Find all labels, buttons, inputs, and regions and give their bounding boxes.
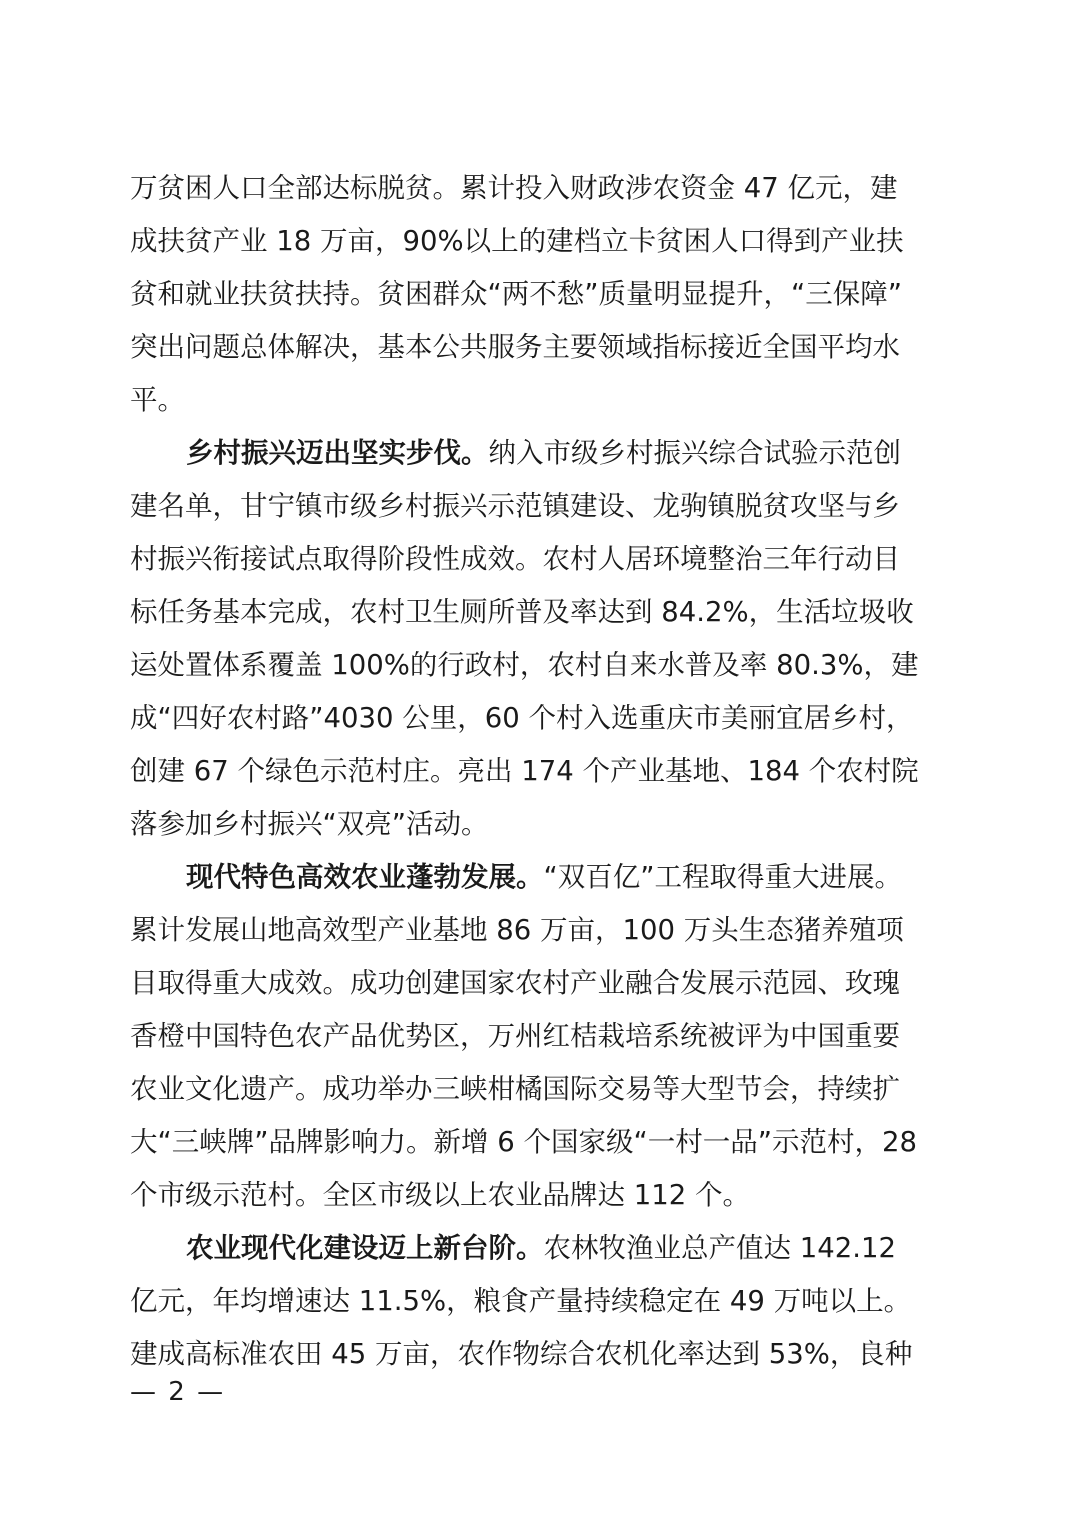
text-line: 亿元，年均增速达 11.5%，粮食产量持续稳定在 49 万吨以上。 xyxy=(130,1285,912,1317)
paragraph-heading: 现代特色高效农业蓬勃发展。 xyxy=(186,861,544,893)
text-line: 建名单，甘宁镇市级乡村振兴示范镇建设、龙驹镇脱贫攻坚与乡 xyxy=(130,490,900,522)
text-line: 香橙中国特色农产品优势区，万州红桔栽培系统被评为中国重要 xyxy=(130,1020,900,1052)
text-line: 贫和就业扶贫扶持。贫困群众“两不愁”质量明显提升，“三保障” xyxy=(130,278,902,310)
paragraph-rural-revitalization xyxy=(130,427,944,851)
text-line: 运处置体系覆盖 100%的行政村，农村自来水普及率 80.3%，建 xyxy=(130,649,919,681)
text-line: 标任务基本完成，农村卫生厕所普及率达到 84.2%，生活垃圾收 xyxy=(130,596,914,628)
text-line: 成“四好农村路”4030 公里，60 个村入选重庆市美丽宜居乡村， xyxy=(130,702,914,734)
page-number: — 2 — xyxy=(130,1377,226,1407)
paragraph-first-line xyxy=(130,851,944,904)
paragraph-poverty-alleviation xyxy=(130,162,944,427)
text-line: 建成高标准农田 45 万亩，农作物综合农机化率达到 53%，良种 xyxy=(130,1338,913,1370)
text-line: 创建 67 个绿色示范村庄。亮出 174 个产业基地、184 个农村院 xyxy=(130,755,919,787)
text-line: 大“三峡牌”品牌影响力。新增 6 个国家级“一村一品”示范村，28 xyxy=(130,1126,917,1158)
paragraph-heading: 农业现代化建设迈上新台阶。 xyxy=(186,1232,544,1264)
text-run: 纳入市级乡村振兴综合试验示范创 xyxy=(488,437,901,469)
text-line: 平。 xyxy=(130,384,185,416)
paragraph-heading: 乡村振兴迈出坚实步伐。 xyxy=(186,437,489,469)
text-line: 成扶贫产业 18 万亩，90%以上的建档立卡贫困人口得到产业扶 xyxy=(130,225,904,257)
paragraph-modern-agriculture xyxy=(130,851,944,1222)
paragraph-agricultural-modernization xyxy=(130,1222,944,1381)
text-line: 村振兴衔接试点取得阶段性成效。农村人居环境整治三年行动目 xyxy=(130,543,900,575)
text-line: 万贫困人口全部达标脱贫。累计投入财政涉农资金 47 亿元，建 xyxy=(130,172,898,204)
text-run: “双百亿”工程取得重大进展。 xyxy=(543,861,902,893)
paragraph-first-line xyxy=(130,427,944,480)
paragraph-first-line xyxy=(130,1222,944,1275)
text-line: 累计发展山地高效型产业基地 86 万亩，100 万头生态猪养殖项 xyxy=(130,914,904,946)
text-line: 突出问题总体解决，基本公共服务主要领域指标接近全国平均水 xyxy=(130,331,900,363)
text-line: 目取得重大成效。成功创建国家农村产业融合发展示范园、玫瑰 xyxy=(130,967,900,999)
text-line: 农业文化遗产。成功举办三峡柑橘国际交易等大型节会，持续扩 xyxy=(130,1073,900,1105)
text-line: 个市级示范村。全区市级以上农业品牌达 112 个。 xyxy=(130,1179,750,1211)
text-run: 农林牧渔业总产值达 142.12 xyxy=(543,1232,896,1264)
text-line: 落参加乡村振兴“双亮”活动。 xyxy=(130,808,489,840)
document-body xyxy=(130,162,944,1381)
